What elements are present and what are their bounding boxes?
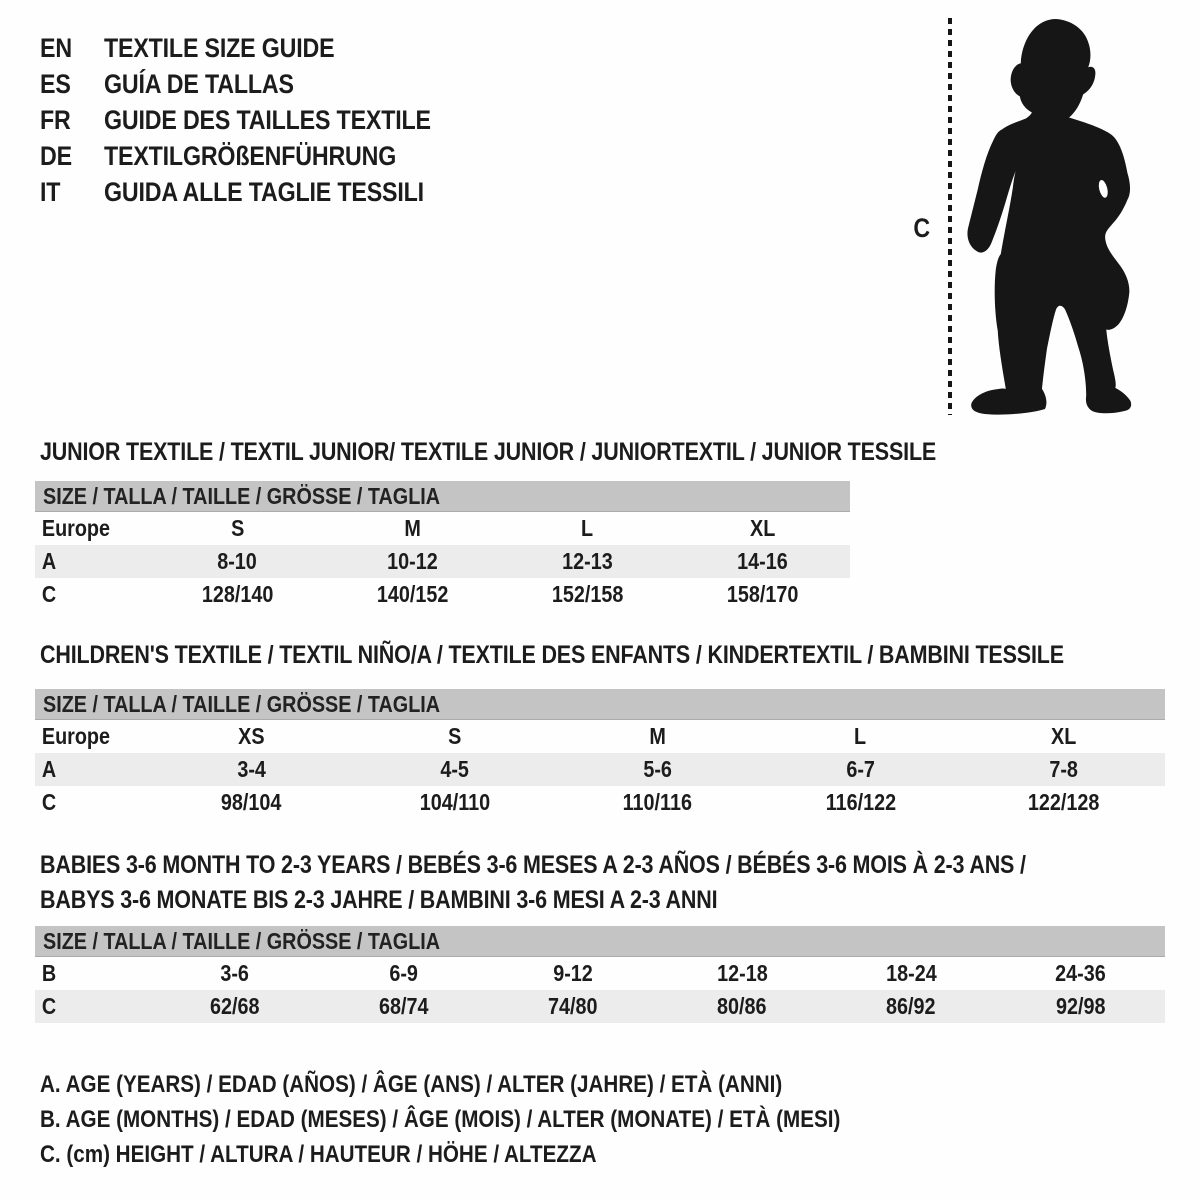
- language-code: EN: [40, 33, 72, 63]
- language-code: FR: [40, 105, 71, 135]
- table-cell: [319, 960, 488, 987]
- table-cell: [150, 581, 325, 608]
- size-header-bar: [35, 481, 850, 512]
- height-dashed-line: [948, 18, 952, 415]
- cell-value: 98/104: [221, 789, 282, 815]
- table-row: [35, 753, 1165, 786]
- row-label: A: [41, 548, 57, 574]
- table-title-line: BABYS 3-6 MONATE BIS 2-3 JAHRE / BAMBINI 3-6 MESI A 2-3 ANNI: [40, 886, 718, 914]
- table-cell: [150, 960, 319, 987]
- table-cell: [556, 789, 759, 816]
- cell-value: 8-10: [217, 548, 258, 574]
- cell-value: 92/98: [1055, 993, 1106, 1019]
- language-title: TEXTILE SIZE GUIDE: [104, 33, 335, 63]
- cell-value: 7-8: [1049, 756, 1078, 782]
- cell-value: 74/80: [548, 993, 598, 1019]
- table-title: [40, 438, 1082, 473]
- table-cell: [353, 756, 556, 783]
- language-code: ES: [40, 69, 71, 99]
- legend-line: A. AGE (YEARS) / EDAD (AÑOS) / ÂGE (ANS) / ALTER (JAHRE) / ETÀ (ANNI): [40, 1071, 783, 1098]
- cell-value: XS: [238, 723, 265, 749]
- cell-value: 12-13: [562, 548, 613, 574]
- table-row: [35, 545, 850, 578]
- cell-value: S: [447, 723, 462, 749]
- size-header-label: SIZE / TALLA / TAILLE / GRÖSSE / TAGLIA: [43, 483, 441, 509]
- cell-value: 3-6: [220, 960, 249, 986]
- table-cell: [319, 993, 488, 1020]
- table-cell: [759, 789, 962, 816]
- table-cell: [325, 548, 500, 575]
- language-row: [40, 138, 484, 174]
- language-title: TEXTILGRÖßENFÜHRUNG: [104, 141, 397, 171]
- table-cell: [556, 723, 759, 750]
- language-row: [40, 66, 484, 102]
- cell-value: 9-12: [553, 960, 593, 986]
- table-title-line: CHILDREN'S TEXTILE / TEXTIL NIÑO/A / TEXTILE DES ENFANTS / KINDERTEXTIL / BAMBINI TESSILE: [40, 641, 1064, 669]
- cell-value: 12-18: [716, 960, 768, 986]
- table-cell: [488, 960, 657, 987]
- cell-value: 158/170: [726, 581, 799, 607]
- cell-value: 110/116: [622, 789, 693, 815]
- table-cell: [658, 993, 827, 1020]
- table-cell: [500, 548, 675, 575]
- table-cell: [675, 581, 850, 608]
- cell-value: 116/122: [825, 789, 896, 815]
- table-rows: [35, 720, 1165, 819]
- row-label: C: [41, 993, 57, 1019]
- cell-value: L: [581, 515, 594, 541]
- section-children-textile: [35, 641, 1165, 831]
- cell-value: S: [230, 515, 245, 541]
- language-code: DE: [40, 141, 72, 171]
- row-label: B: [41, 960, 57, 986]
- row-label: A: [41, 756, 57, 782]
- cell-value: M: [649, 723, 666, 749]
- cell-value: 6-7: [846, 756, 875, 782]
- row-label: Europe: [41, 515, 111, 541]
- table-cell: [827, 993, 996, 1020]
- table-title-line: BABIES 3-6 MONTH TO 2-3 YEARS / BEBÉS 3-6 MESES A 2-3 AÑOS / BÉBÉS 3-6 MOIS À 2-3 ANS /: [40, 851, 1026, 879]
- table-row: [35, 512, 850, 545]
- section-babies-textile: [35, 851, 1165, 1041]
- cell-value: 5-6: [643, 756, 672, 782]
- language-row: [40, 102, 484, 138]
- cell-value: 152/158: [551, 581, 624, 607]
- row-label: C: [41, 789, 57, 815]
- table: [35, 481, 850, 611]
- table-title: [40, 851, 1186, 921]
- table-cell: [759, 723, 962, 750]
- cell-value: M: [404, 515, 421, 541]
- table-cell: [353, 789, 556, 816]
- table-cell: [150, 515, 325, 542]
- table-cell: [150, 756, 353, 783]
- row-label: C: [41, 581, 57, 607]
- table-cell: [962, 756, 1165, 783]
- table-cell: [996, 960, 1165, 987]
- table-title: [40, 641, 1200, 676]
- language-title: GUIDA ALLE TAGLIE TESSILI: [104, 177, 424, 207]
- language-title: GUIDE DES TAILLES TEXTILE: [104, 105, 431, 135]
- cell-value: 62/68: [209, 993, 260, 1019]
- table-cell: [150, 993, 319, 1020]
- language-code: IT: [40, 177, 61, 207]
- table-row: [35, 957, 1165, 990]
- table-cell: [150, 723, 353, 750]
- section-junior-textile: [35, 438, 937, 628]
- table-cell: [150, 548, 325, 575]
- size-header-bar: [35, 926, 1165, 957]
- cell-value: XL: [1050, 723, 1077, 749]
- language-list: [40, 30, 484, 210]
- legend: [40, 1070, 1200, 1175]
- table-cell: [500, 581, 675, 608]
- table-cell: [353, 723, 556, 750]
- table-cell: [827, 960, 996, 987]
- table-cell: [962, 789, 1165, 816]
- table-cell: [556, 756, 759, 783]
- table-cell: [658, 960, 827, 987]
- cell-value: L: [854, 723, 867, 749]
- table-cell: [325, 515, 500, 542]
- cell-value: 128/140: [201, 581, 274, 607]
- table-cell: [150, 789, 353, 816]
- table-row: [35, 720, 1165, 753]
- cell-value: 4-5: [440, 756, 469, 782]
- cell-value: 104/110: [419, 789, 490, 815]
- language-row: [40, 174, 484, 210]
- cell-value: 10-12: [387, 548, 438, 574]
- legend-line: C. (cm) HEIGHT / ALTURA / HAUTEUR / HÖHE / ALTEZZA: [40, 1141, 597, 1168]
- size-header-bar: [35, 689, 1165, 720]
- language-title: GUÍA DE TALLAS: [104, 69, 294, 99]
- table-cell: [675, 515, 850, 542]
- toddler-silhouette-icon: [964, 16, 1136, 418]
- table-title-line: JUNIOR TEXTILE / TEXTIL JUNIOR/ TEXTILE JUNIOR / JUNIORTEXTIL / JUNIOR TESSILE: [40, 438, 937, 466]
- table-row: [35, 990, 1165, 1023]
- table: [35, 689, 1165, 819]
- cell-value: 140/152: [376, 581, 449, 607]
- table: [35, 926, 1165, 1023]
- cell-value: 80/86: [717, 993, 767, 1019]
- table-row: [35, 786, 1165, 819]
- table-rows: [35, 957, 1165, 1023]
- size-header-label: SIZE / TALLA / TAILLE / GRÖSSE / TAGLIA: [43, 928, 441, 954]
- language-row: [40, 30, 484, 66]
- cell-value: 68/74: [378, 993, 429, 1019]
- cell-value: 122/128: [1027, 789, 1100, 815]
- row-label: Europe: [41, 723, 111, 749]
- cell-value: 86/92: [886, 993, 937, 1019]
- table-cell: [675, 548, 850, 575]
- cell-value: XL: [749, 515, 776, 541]
- table-row: [35, 578, 850, 611]
- cell-value: 6-9: [389, 960, 419, 986]
- table-cell: [996, 993, 1165, 1020]
- cell-value: 3-4: [237, 756, 266, 782]
- table-cell: [962, 723, 1165, 750]
- table-cell: [488, 993, 657, 1020]
- cell-value: 14-16: [737, 548, 788, 574]
- table-cell: [325, 581, 500, 608]
- cell-value: 18-24: [885, 960, 937, 986]
- table-cell: [500, 515, 675, 542]
- table-rows: [35, 512, 850, 611]
- size-header-label: SIZE / TALLA / TAILLE / GRÖSSE / TAGLIA: [43, 691, 441, 717]
- cell-value: 24-36: [1055, 960, 1106, 986]
- height-label-c: C: [913, 213, 931, 243]
- legend-line: B. AGE (MONTHS) / EDAD (MESES) / ÂGE (MOIS) / ALTER (MONATE) / ETÀ (MESI): [40, 1106, 841, 1133]
- table-cell: [759, 756, 962, 783]
